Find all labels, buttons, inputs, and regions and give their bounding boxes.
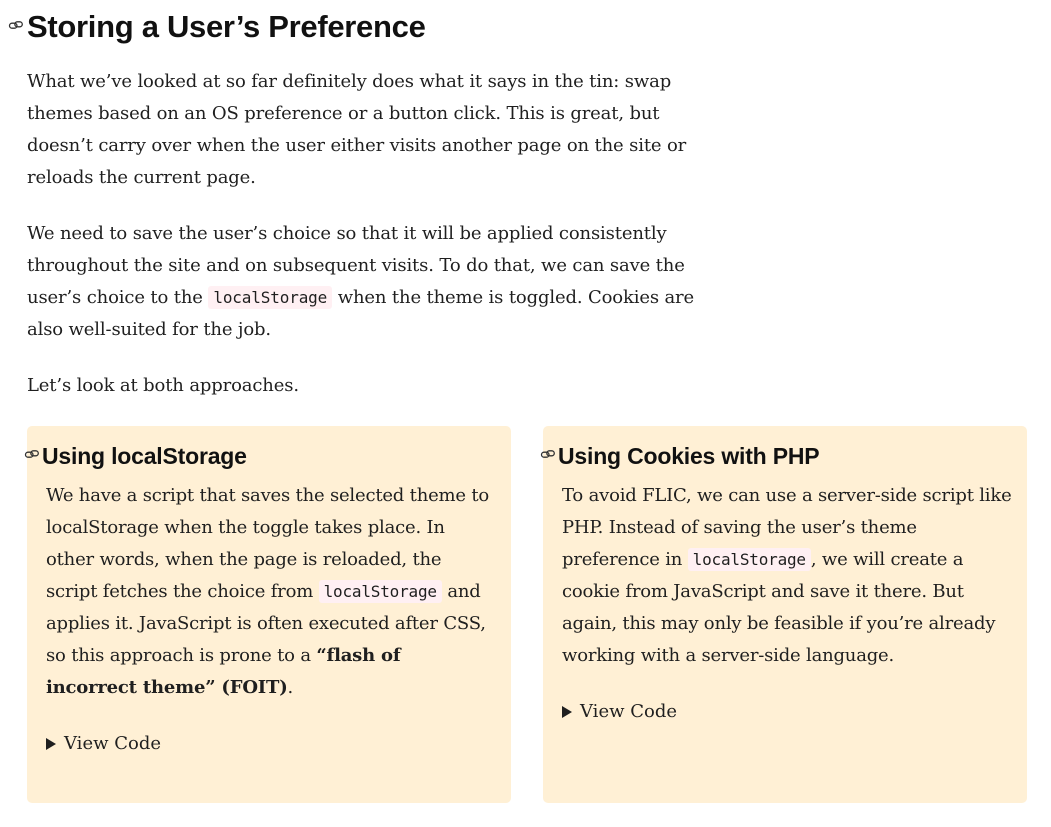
link-icon	[8, 17, 24, 33]
intro-paragraph-2	[27, 218, 717, 346]
card-localstorage-text-end: .	[287, 677, 294, 698]
link-icon	[24, 446, 40, 462]
card-cookies-paragraph	[562, 480, 1012, 672]
view-code-toggle-cookies[interactable]	[562, 696, 1012, 728]
view-code-toggle-localstorage[interactable]	[46, 728, 496, 760]
link-icon	[540, 446, 556, 462]
section-heading	[8, 8, 426, 46]
card-localstorage-title: Using localStorage	[42, 443, 247, 469]
card-cookies-text-b: , we will create a cookie from JavaScript and save it there. But again, this may only be feasible if you’re already working with a server-side language.	[562, 549, 996, 666]
card-cookies-text-a: To avoid FLIC, we can use a server-side script like PHP. Instead of saving the user’s theme preference in	[562, 485, 1012, 570]
card-localstorage-text-a: We have a script that saves the selected theme to localStorage when the toggle takes place. In other words, when the page is reloaded, the script fetches the choice from	[46, 485, 490, 602]
card-cookies-heading	[540, 440, 819, 472]
card-localstorage-paragraph	[46, 480, 496, 704]
card-localstorage	[27, 426, 511, 803]
intro-paragraph-3: Let’s look at both approaches.	[27, 375, 299, 396]
card-cookies-anchor-link[interactable]	[540, 446, 556, 466]
view-code-label: View Code	[580, 701, 678, 722]
card-cookies-body	[562, 480, 1012, 728]
inline-code-localstorage: localStorage	[319, 580, 442, 603]
page-title: Storing a User’s Preference	[27, 9, 426, 44]
card-localstorage-body	[46, 480, 496, 760]
view-code-label: View Code	[64, 733, 162, 754]
intro-paragraph-2-text-a: We need to save the user’s choice so that it will be applied consistently throughout the site and on subsequent visits. To do that, we can save the user’s choice to the	[27, 223, 685, 308]
intro-text	[27, 66, 717, 426]
card-localstorage-anchor-link[interactable]	[24, 446, 40, 466]
intro-paragraph-1: What we’ve looked at so far definitely does what it says in the tin: swap themes based on an OS preference or a button click. This is great, but doesn’t carry over when the user either visits another page on the site or reloads the current page.	[27, 71, 687, 188]
foit-term: “flash of incorrect theme” (FOIT)	[46, 645, 401, 698]
disclosure-triangle-icon	[46, 738, 56, 750]
card-localstorage-heading	[24, 440, 247, 472]
inline-code-localstorage: localStorage	[688, 548, 811, 571]
card-cookies-php	[543, 426, 1027, 803]
disclosure-triangle-icon	[562, 706, 572, 718]
intro-paragraph-2-text-b: when the theme is toggled. Cookies are also well-suited for the job.	[27, 287, 695, 340]
heading-anchor-link[interactable]	[8, 17, 24, 37]
card-localstorage-text-b: and applies it. JavaScript is often executed after CSS, so this approach is prone to a	[46, 581, 486, 666]
inline-code-localstorage: localStorage	[208, 286, 332, 309]
card-cookies-title: Using Cookies with PHP	[558, 443, 820, 469]
